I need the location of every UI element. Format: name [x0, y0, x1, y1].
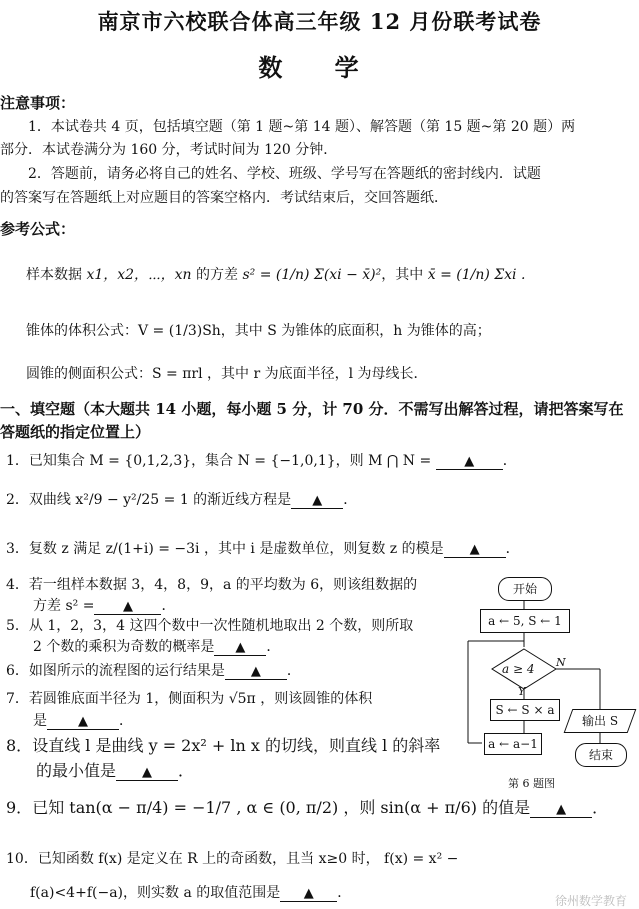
exam-title: 南京市六校联合体高三年级 12 月份联考试卷 [97, 9, 542, 34]
q4-text: 若一组样本数据 3，4，8，9，a 的平均数为 6，则该组数据的 [28, 577, 418, 593]
flowchart-decrement: a ← a−1 [484, 733, 542, 755]
question-3: 3．复数 z 满足 z/(1+i) = −3i ，其中 i 是虚数单位，则复数 z 的模是 ▲ ． [6, 541, 520, 557]
question-1: 1．已知集合 M = {0,1,2,3}，集合 N = {−1,0,1}，则 M ⋂ N = ▲ ． [6, 453, 517, 469]
q7-text: 若圆锥底面半径为 1，侧面积为 √5π ，则该圆锥的体积 [28, 691, 373, 707]
q10-number: 10． [6, 851, 38, 867]
section1-heading-2: 答题纸的指定位置上） [0, 423, 151, 441]
q5-text: 从 1，2，3，4 这四个数中一次性随机地取出 2 个数，则所取 [28, 618, 414, 634]
q3-blank [444, 541, 506, 558]
watermark-text: 徐州数学教育 [555, 894, 628, 908]
q6-text: 如图所示的流程图的运行结果是 [28, 663, 225, 679]
flowchart-condition: a ≥ 4 [502, 662, 535, 676]
question-2: 2．双曲线 x²/9 − y²/25 = 1 的渐近线方程是 ▲ ． [6, 492, 358, 508]
variance-vars: x1，x2，⋯，xn [86, 267, 192, 283]
q1-number: 1． [6, 453, 29, 469]
q7-text2: 是 [33, 713, 47, 729]
q7-number: 7． [6, 691, 29, 707]
q5-mark: ▲ [235, 640, 246, 655]
flowchart-no-label: N [556, 656, 566, 669]
q2-mark: ▲ [312, 493, 323, 508]
notice-line-2: 部分．本试卷满分为 160 分，考试时间为 120 分钟． [0, 142, 338, 158]
q10-text2: f(a)<4+f(−a)，则实数 a 的取值范围是 [30, 885, 281, 901]
cone-volume-formula: 锥体的体积公式：V = (1/3)Sh，其中 S 为锥体的底面积，h 为锥体的高； [26, 323, 491, 339]
q9-text: 已知 tan(α − π/4) = −1/7 , α ∈ (0, π/2) ，则 sin(α + π/6) 的值是 [32, 798, 531, 817]
flowchart-start: 开始 [498, 577, 552, 601]
q2-number: 2． [6, 492, 29, 508]
flowchart-output [564, 709, 637, 733]
q5-number: 5． [6, 618, 29, 634]
question-5-cont: 2 个数的乘积为奇数的概率是 ▲ ． [33, 639, 281, 655]
q2-blank [291, 492, 343, 509]
q4-blank [94, 598, 161, 615]
q10-blank [280, 885, 337, 902]
notice-line-4: 的答案写在答题纸上对应题目的答案空格内．考试结束后，交回答题纸． [0, 190, 448, 206]
question-10 [6, 848, 458, 868]
variance-mid: 的方差 [196, 267, 239, 283]
q6-blank [225, 663, 287, 680]
variance-prefix: 样本数据 [26, 267, 82, 283]
flowchart-yes-label: Y [518, 685, 526, 698]
variance-mean-prefix: ，其中 [381, 267, 424, 283]
exam-subject: 数 学 [258, 53, 381, 82]
question-9: 9．已知 tan(α − π/4) = −1/7 , α ∈ (0, π/2) ，则 sin(α + π/6) 的值是 ▲ ． [6, 798, 609, 817]
q6-number: 6． [6, 663, 29, 679]
q9-number: 9． [6, 798, 33, 817]
flowchart-init: a ← 5, S ← 1 [480, 609, 570, 633]
flowchart-caption: 第 6 题图 [508, 777, 555, 790]
question-7 [6, 688, 372, 708]
variance-mean-expr: x̄ = (1/n) Σxi . [427, 267, 526, 283]
q8-number: 8． [6, 736, 33, 755]
question-6: 6．如图所示的流程图的运行结果是 ▲ ． [6, 663, 301, 679]
q1-mark: ▲ [464, 454, 475, 469]
q3-mark: ▲ [469, 542, 480, 557]
q5-blank [214, 639, 266, 656]
q3-text: 复数 z 满足 z/(1+i) = −3i ，其中 i 是虚数单位，则复数 z 的模是 [28, 541, 444, 557]
question-4 [6, 574, 417, 594]
q2-text: 双曲线 x²/9 − y²/25 = 1 的渐近线方程是 [28, 492, 292, 508]
question-5 [6, 615, 413, 635]
q8-text2: 的最小值是 [36, 761, 117, 780]
q7-blank [47, 713, 119, 730]
q8-mark: ▲ [142, 765, 153, 780]
q6-mark: ▲ [250, 664, 261, 679]
q7-mark: ▲ [78, 714, 88, 729]
flowchart-output-label: 输出 S [581, 714, 619, 728]
q1-text: 已知集合 M = {0,1,2,3}，集合 N = {−1,0,1}，则 M ⋂ N = [28, 453, 436, 469]
flowchart-end: 结束 [575, 743, 627, 767]
section1-heading-1: 一、填空题（本大题共 14 小题，每小题 5 分，计 70 分．不需写出解答过程，请把答案写在 [0, 400, 624, 418]
q1-blank [436, 453, 503, 470]
q8-text: 设直线 l 是曲线 y = 2x² + ln x 的切线，则直线 l 的斜率 [32, 736, 441, 755]
q4-number: 4． [6, 577, 29, 593]
q3-number: 3． [6, 541, 29, 557]
q9-blank [530, 798, 592, 818]
flowchart-body: S ← S × a [490, 699, 560, 721]
question-7-cont: 是 ▲ ． [33, 713, 133, 729]
variance-formula [26, 264, 525, 284]
notice-line-1: 1．本试卷共 4 页，包括填空题（第 1 题~第 14 题）、解答题（第 15 题~第 20 题）两 [28, 119, 576, 135]
notice-line-3: 2．答题前，请务必将自己的姓名、学校、班级、学号写在答题纸的密封线内．试题 [28, 166, 541, 182]
cone-lateral-formula: 圆锥的侧面积公式：S = πrl ，其中 r 为底面半径，l 为母线长． [26, 366, 428, 382]
q9-mark: ▲ [556, 802, 567, 817]
q10-mark: ▲ [303, 886, 314, 901]
q5-text2: 2 个数的乘积为奇数的概率是 [33, 639, 215, 655]
question-8-cont: 的最小值是 ▲ ． [36, 761, 195, 780]
variance-expr: s² = (1/n) Σ(xi − x̄)² [242, 267, 382, 283]
q8-blank [116, 761, 178, 781]
q4-mark: ▲ [122, 599, 133, 614]
question-4-cont: 方差 s² = ▲ ． [33, 598, 176, 614]
question-10-cont: f(a)<4+f(−a)，则实数 a 的取值范围是 ▲ ． [30, 885, 352, 901]
question-8 [6, 733, 440, 756]
formula-heading: 参考公式： [0, 220, 76, 238]
q10-text: 已知函数 f(x) 是定义在 R 上的奇函数，且当 x≥0 时， f(x) = x² − [37, 851, 459, 867]
q4-text2: 方差 s² = [33, 598, 95, 614]
notice-heading: 注意事项： [0, 94, 76, 112]
